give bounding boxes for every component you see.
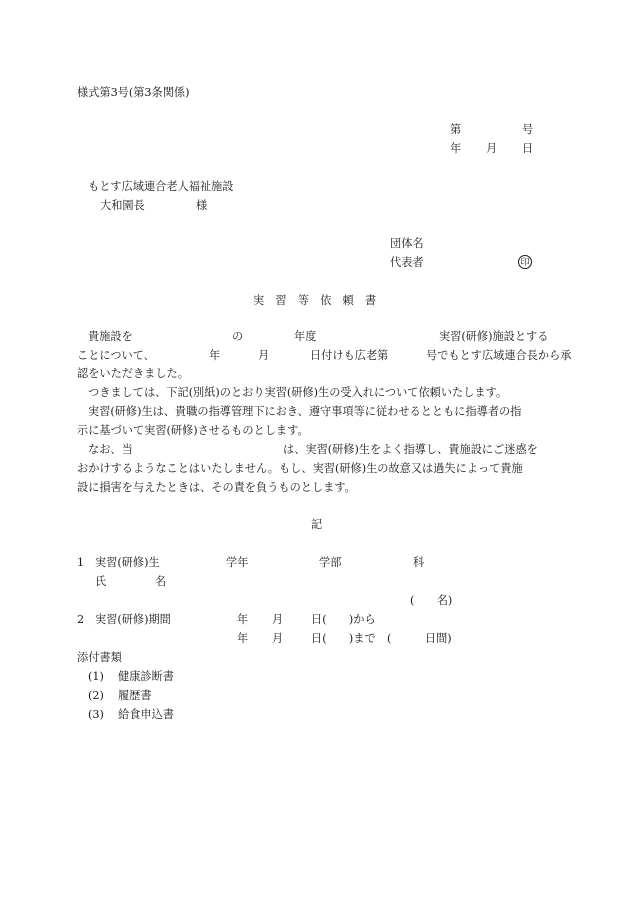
period-from-day: 日( )から xyxy=(311,613,376,626)
body-text: 年 xyxy=(209,349,221,362)
addressee-sama: 様 xyxy=(196,199,208,212)
addressee-org: もとす広域連合老人福祉施設 xyxy=(88,180,234,193)
body-text: 年度 xyxy=(294,330,317,343)
body-text: 設に損害を与えたときは、その責を負うものとします。 xyxy=(77,481,356,494)
item-grade: 学年 xyxy=(226,556,249,569)
number-go: 号 xyxy=(522,123,534,136)
body-text: 示に基づいて実習(研修)させるものとします。 xyxy=(77,424,309,437)
period-to-day: 日( )まで xyxy=(311,632,376,645)
document-title: 実 習 等 依 頼 書 xyxy=(253,294,377,307)
item-count: ( 名) xyxy=(410,594,453,607)
date-day: 日 xyxy=(522,142,534,155)
attachments-heading: 添付書類 xyxy=(77,651,122,664)
body-text: 実習(研修)生は、貴職の指導管理下におき、遵守事項等に従わせるとともに指導者の指 xyxy=(88,405,522,418)
body-text: 日付けも広老第 xyxy=(310,349,389,362)
item-name-label: 氏 xyxy=(95,575,107,588)
seal-mark: 印 xyxy=(518,255,532,269)
form-id: 様式第3号(第3条関係) xyxy=(77,86,190,99)
body-text: おかけするようなことはいたしません。もし、実習(研修)生の故意又は過失によって貴施 xyxy=(77,462,523,475)
body-text: 実習(研修)施設とする xyxy=(439,330,549,343)
period-from-month: 月 xyxy=(272,613,284,626)
item-number: 2 xyxy=(77,613,85,626)
body-text: の xyxy=(232,330,244,343)
body-text: 貴施設を xyxy=(88,330,133,343)
sender-rep-label: 代表者 xyxy=(390,256,424,269)
attachment-number: (2) xyxy=(88,689,104,702)
item-name-label: 名 xyxy=(155,575,167,588)
item-faculty: 学部 xyxy=(319,556,342,569)
body-text: ことについて、 xyxy=(77,349,155,362)
period-to-year: 年 xyxy=(237,632,249,645)
item-number: 1 xyxy=(77,556,85,569)
period-days: ( 日間) xyxy=(387,632,452,645)
attachment-label: 健康診断書 xyxy=(118,670,174,683)
item-label: 実習(研修)生 xyxy=(95,556,160,569)
body-text: つきましては、下記(別紙)のとおり実習(研修)生の受入れについて依頼いたします。 xyxy=(88,386,508,399)
attachment-label: 給食申込書 xyxy=(118,708,174,721)
addressee-name: 大和園長 xyxy=(100,199,145,212)
date-year: 年 xyxy=(450,142,462,155)
body-text: は、実習(研修)生をよく指導し、貴施設にご迷惑を xyxy=(283,443,538,456)
period-from-year: 年 xyxy=(237,613,249,626)
ki-heading: 記 xyxy=(311,518,323,531)
attachment-label: 履歴書 xyxy=(118,689,152,702)
date-month: 月 xyxy=(486,142,498,155)
attachment-number: (3) xyxy=(88,708,104,721)
item-label: 実習(研修)期間 xyxy=(95,613,171,626)
attachment-number: (1) xyxy=(88,670,104,683)
body-text: なお、当 xyxy=(88,443,133,456)
item-dept: 科 xyxy=(413,556,425,569)
period-to-month: 月 xyxy=(272,632,284,645)
body-text: 月 xyxy=(258,349,270,362)
body-text: 認をいただきました。 xyxy=(77,367,189,380)
number-dai: 第 xyxy=(450,123,462,136)
body-text: 号でもとす広域連合長から承 xyxy=(426,349,572,362)
sender-group-label: 団体名 xyxy=(390,237,424,250)
